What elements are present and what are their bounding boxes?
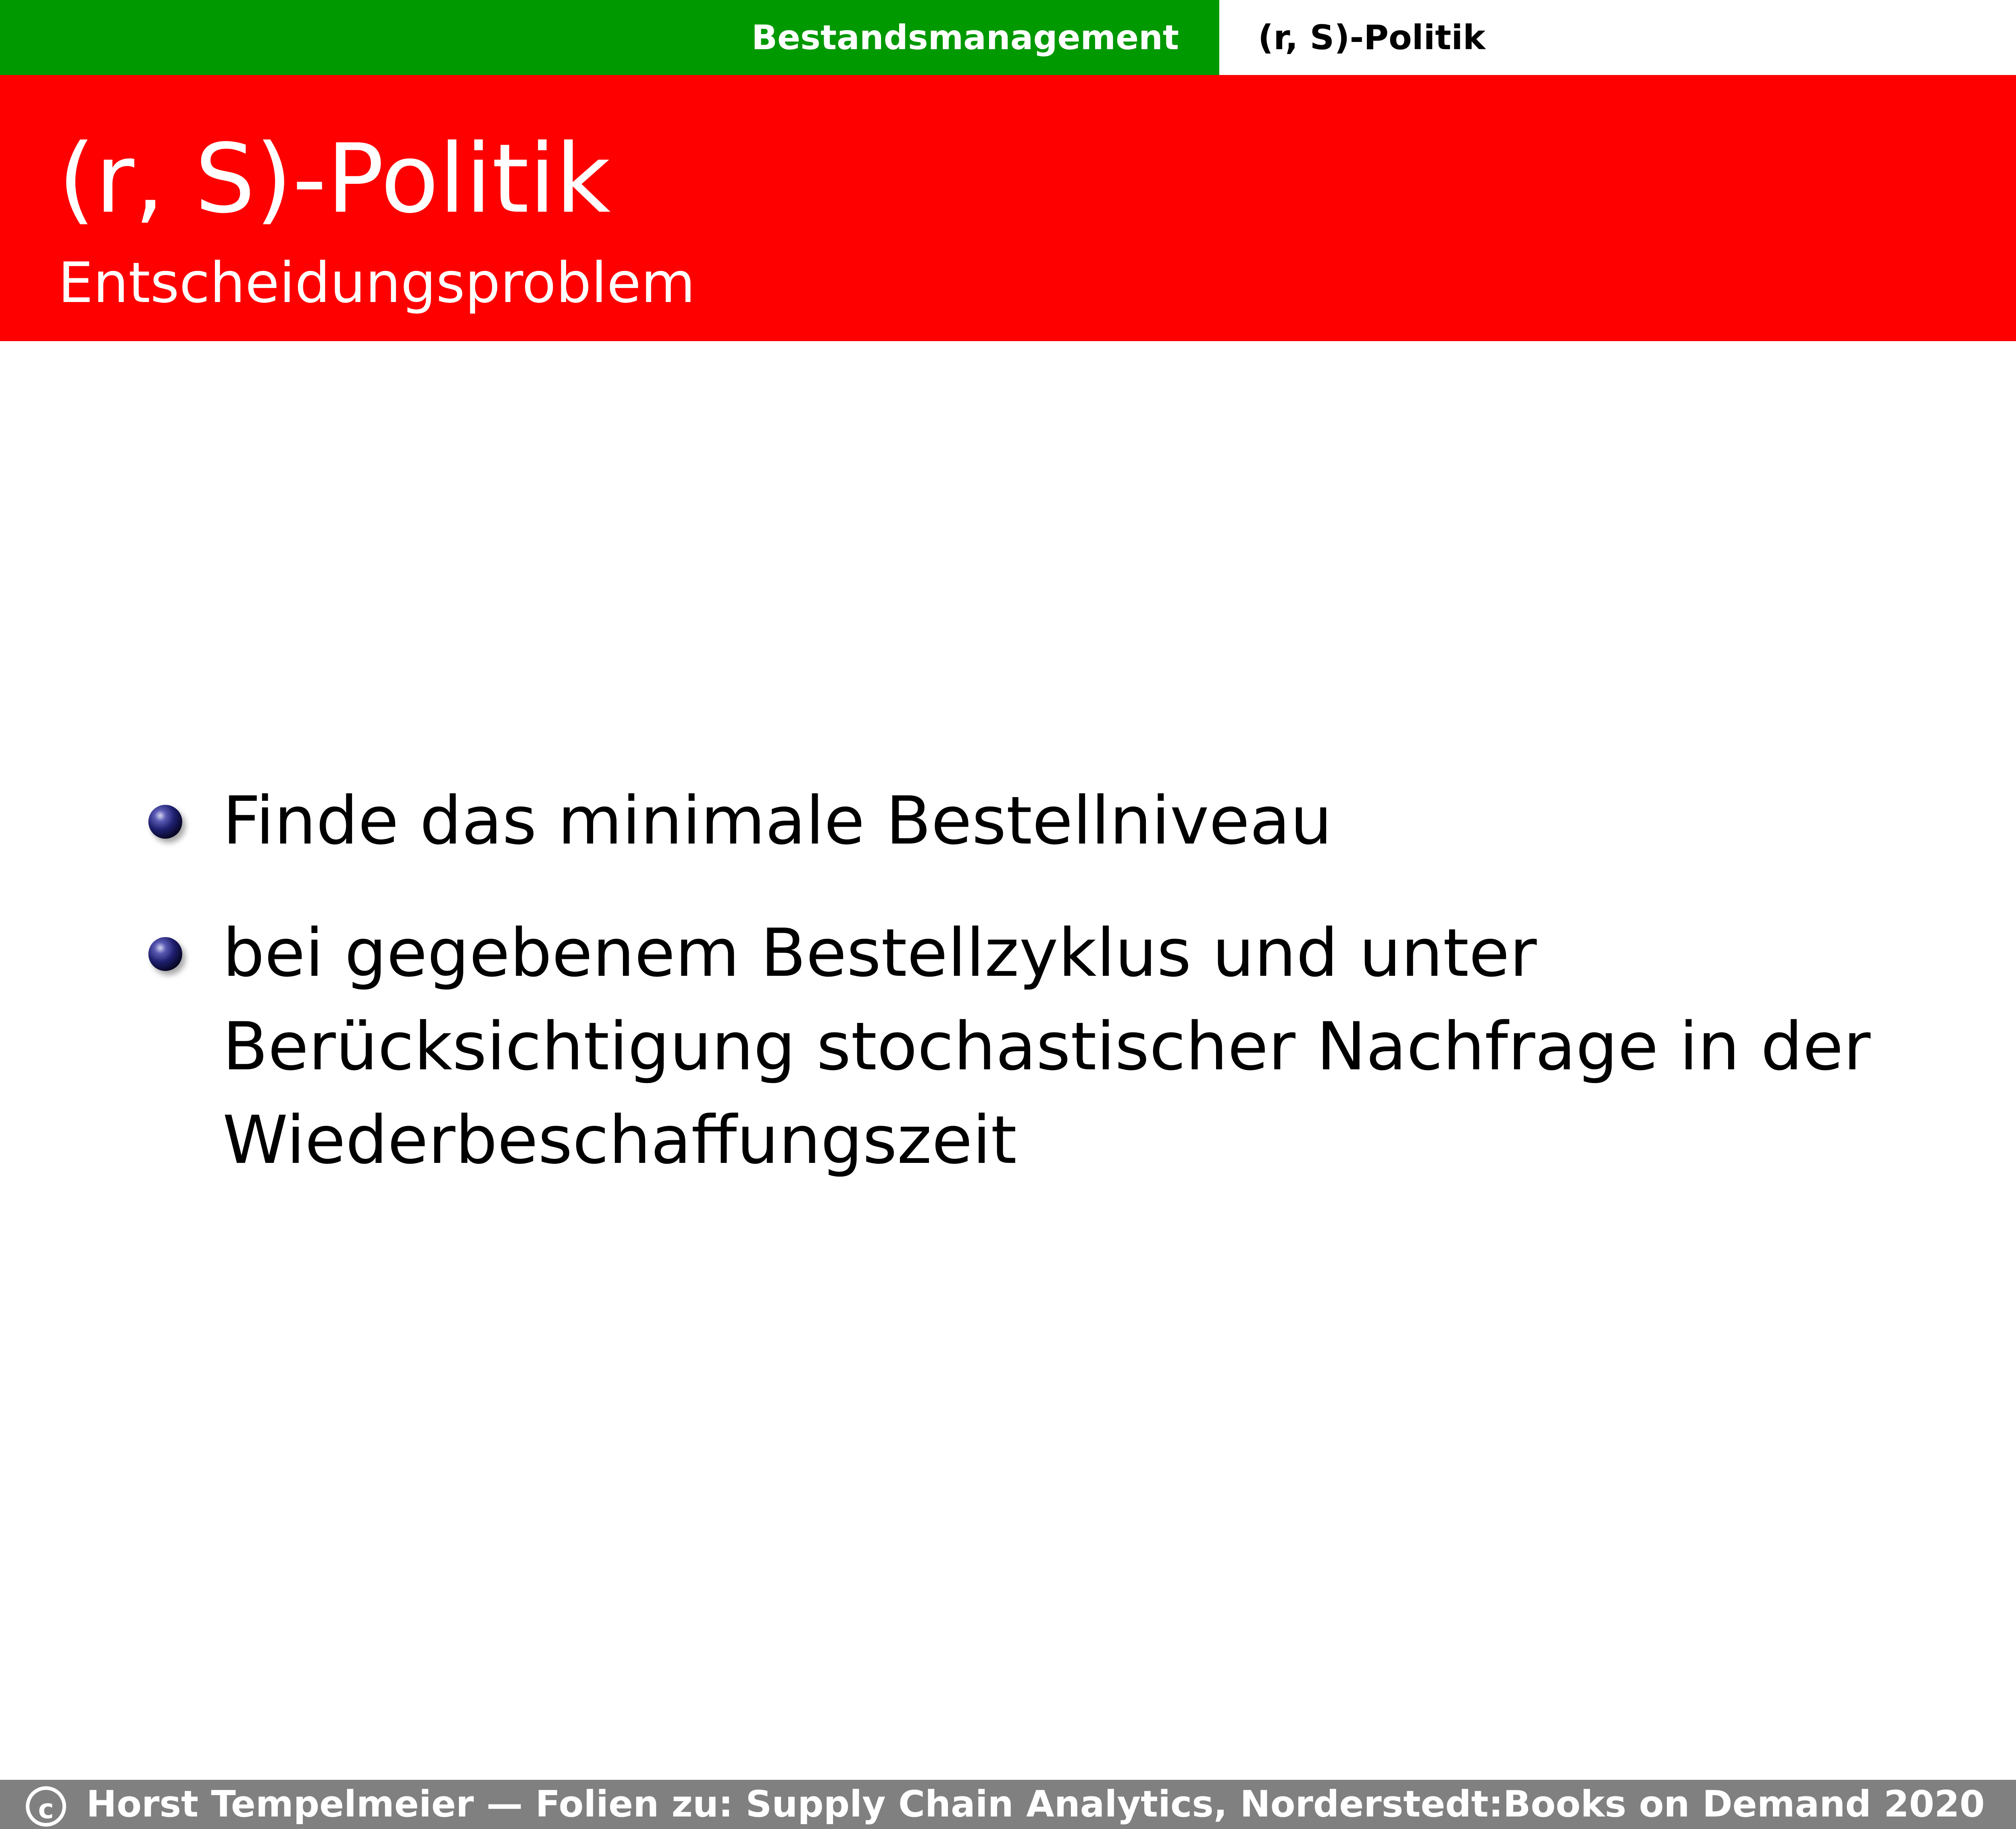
section-nav-area bbox=[0, 0, 1219, 75]
bullet-text: Finde das minimale Bestellniveau bbox=[223, 782, 1332, 859]
bullet-text bbox=[223, 914, 1870, 1179]
slide-content bbox=[145, 774, 2016, 1226]
bullet-icon bbox=[148, 937, 182, 971]
section-link[interactable]: Bestandsmanagement bbox=[751, 18, 1179, 57]
frame-subtitle: Entscheidungsproblem bbox=[58, 250, 696, 315]
footer-info bbox=[26, 1780, 1985, 1829]
bullet-text-line: Berücksichtigung stochastischer Nachfrage in der bbox=[223, 1008, 1871, 1085]
bullet-item bbox=[145, 906, 2016, 1187]
bullet-item bbox=[145, 774, 2016, 868]
copyright-icon: c bbox=[26, 1786, 66, 1827]
bullet-icon bbox=[148, 805, 182, 839]
frame-title-bar bbox=[0, 75, 2016, 341]
footer-bar bbox=[0, 1780, 2016, 1829]
header-navigation-bar bbox=[0, 0, 2016, 75]
bullet-text-line: bei gegebenem Bestellzyklus und unter bbox=[223, 914, 1537, 992]
footer-text: Horst Tempelmeier — Folien zu: Supply Chain Analytics, Norderstedt:Books on Demand 2020 bbox=[86, 1783, 1985, 1825]
frame-title: (r, S)-Politik bbox=[58, 123, 611, 234]
bullet-text-line: Wiederbeschaffungszeit bbox=[223, 1102, 1017, 1179]
subsection-link[interactable]: (r, S)-Politik bbox=[1258, 18, 1486, 57]
subsection-nav-area bbox=[1219, 0, 2016, 75]
